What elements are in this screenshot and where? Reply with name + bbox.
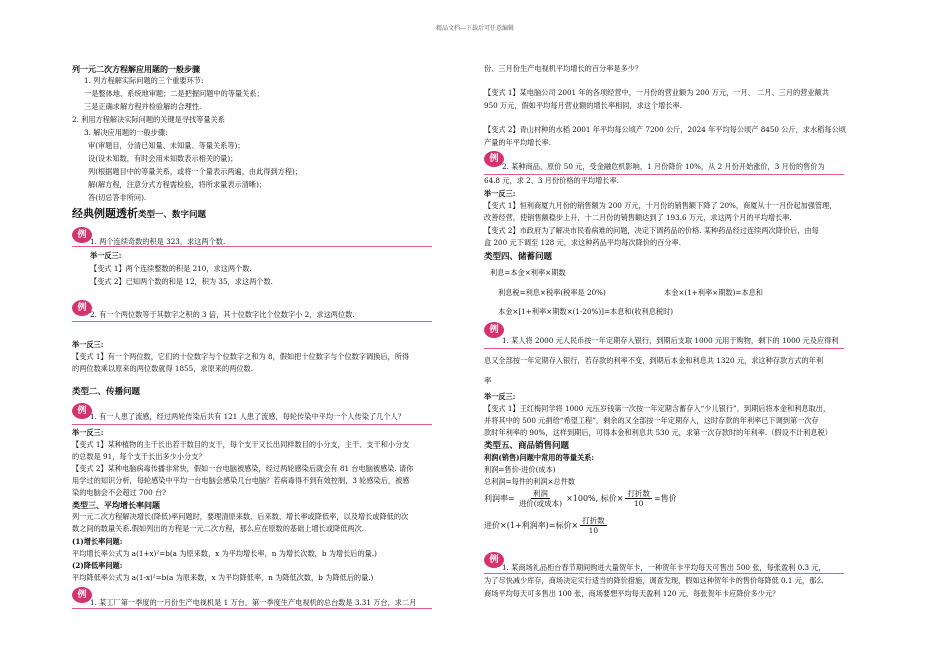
type-3-title: 类型三、平均增长率问题 bbox=[72, 500, 160, 510]
example-3-variant-1-b: 的总数是 91，每个支干长出多少小分支？ bbox=[72, 452, 206, 461]
type-5-title: 类型五、商品销售问题 bbox=[484, 441, 570, 451]
example-1-variant-1: 【变式 1】两个连续整数的积是 210，求这两个数. bbox=[90, 264, 252, 273]
increase-rate-title: (1)增长率问题: bbox=[72, 537, 123, 546]
step-3-e: 答(切忌答非所问). bbox=[88, 193, 147, 202]
variant-3-a: 【变式 1】恒利商厦九月份的销售额为 200 万元，十月份的销售额下降了 20%，商厦从十一月份起加强管理， bbox=[484, 201, 837, 210]
variant-3-b: 改善经营，使销售额稳步上升，十二月份的销售额达到了 193.6 万元，求这两个月的平均增长率. bbox=[484, 213, 792, 222]
fraction bbox=[625, 489, 652, 508]
example-1-variant-2: 【变式 2】已知两个数的和是 12，积为 35，求这两个数. bbox=[90, 277, 273, 286]
section-heading bbox=[72, 207, 206, 222]
badge-underline bbox=[72, 321, 432, 322]
step-1-a: 一是整体地、系统地审题；二是把握问题中的等量关系； bbox=[84, 89, 264, 98]
example-5-b: 64.8 元，求 2、3 月份价格的平均增长率. bbox=[484, 176, 619, 185]
variant-5-c: 款时年利率的 90%，这样到期后，可得本金和利息共 530 元，求第一次存款时的年利率.（假设不计利息税） bbox=[484, 428, 832, 437]
practice-label: 举一反三: bbox=[72, 340, 104, 349]
example-badge: 例 bbox=[484, 322, 504, 338]
sale-formula-2: 总利润=每件的利润×总件数 bbox=[484, 477, 576, 486]
formula-text: ×100%, 标价× bbox=[566, 494, 624, 503]
practice-label: 举一反三: bbox=[484, 392, 516, 401]
type-3-description-a: 列一元二次方程解决增长(降低)率问题时，要理清原来数、后来数、增长率或降低率，以及增长或降低的次 bbox=[72, 512, 409, 521]
formula-text: 进价×(1+利润率)=标价× bbox=[484, 521, 579, 530]
increase-rate-formula: 平均增长率公式为 a(1+x)²=b(a 为原来数，x 为平均增长率，n 为增长次数，b 为增长后的量.) bbox=[72, 549, 377, 558]
step-3-a: 审(审题目，分清已知量、未知量、等量关系等)； bbox=[88, 141, 245, 150]
fraction-numerator: 打折数 bbox=[582, 516, 605, 525]
sale-relations-title: 利润(销售)问题中常用的等量关系: bbox=[484, 453, 595, 462]
example-badge: 例 bbox=[72, 300, 92, 316]
badge-underline bbox=[484, 573, 844, 574]
interest-formula-4: 本金×[1+利率×期数×(1-20%)]=本息和(收利息税时) bbox=[498, 307, 674, 316]
interest-formula-3: 本金×(1+利率×期数)=本息和 bbox=[664, 288, 763, 297]
example-3-variant-2-c: 染的电脑会不会超过 700 台? bbox=[72, 488, 167, 497]
section-title: 经典例题透析 bbox=[72, 207, 138, 220]
type-2-title: 类型二、传播问题 bbox=[72, 387, 141, 397]
example-7-a: 1. 某商场礼品柜台春节期间购进大量贺年卡，一种贺年卡平均每天可售出 500 张，每张盈利 0.3 元， bbox=[502, 563, 826, 572]
variant-5-a: 【变式 1】王红梅同学将 1000 元压岁钱第一次按一年定期含蓄存入“少儿银行”，到期后将本金和利息取出， bbox=[484, 404, 831, 413]
badge-underline bbox=[72, 608, 432, 609]
step-3: 3. 解决应用题的一般步骤: bbox=[84, 128, 168, 137]
fraction bbox=[517, 489, 564, 508]
variant-2-a: 【变式 2】青山村种的水稻 2001 年平均每公顷产 7200 公斤，2024 年平均每公顷产 8450 公斤，求水稻每公顷 bbox=[484, 125, 846, 134]
example-7-b: 为了尽快减少库存，商场决定实行适当的降价措施，调查发现，假如这种贺年卡的售价每降低 0.1 元，那么 bbox=[484, 576, 824, 585]
fraction-numerator: 打折数 bbox=[627, 489, 650, 498]
step-3-d: 解(解方程，注意分式方程需检验，将所求量表示清晰)； bbox=[88, 180, 267, 189]
variant-5-b: 并将其中的 500 元捐给“希望工程”，剩余的又全部按一年定期存入，这时存款的年利率已下调到第一次存 bbox=[484, 416, 819, 425]
example-6-b: 息又全部按一年定期存入银行，若存款的利率不变，到期后本金和利息共 1320 元，求这种存款方式的年利 bbox=[484, 356, 824, 365]
example-5-a: 2. 某种商品，原价 50 元，受金融危机影响，1 月份降价 10%，从 2 月份开始涨价，3 月份的售价为 bbox=[502, 162, 825, 171]
practice-label: 举一反三: bbox=[90, 251, 122, 260]
price-formula bbox=[484, 516, 609, 535]
example-4-continued: 份、三月份生产电视机平均增长的百分率是多少？ bbox=[484, 64, 643, 73]
formula-text: =售价 bbox=[653, 494, 677, 503]
example-3-variant-2-b: 用学过的知识分析，每轮感染中平均一台电脑会感染几台电脑？若病毒得不到有效控制，3 轮感染后，被感 bbox=[72, 476, 410, 485]
profit-rate-formula bbox=[484, 489, 677, 508]
example-badge: 例 bbox=[72, 587, 92, 603]
step-2: 2. 利用方程解决实际问题的关键是寻找等量关系 bbox=[72, 115, 225, 124]
example-badge: 例 bbox=[72, 227, 92, 243]
type-4-title: 类型四、储蓄问题 bbox=[484, 252, 553, 262]
example-2-variant-1-a: 【变式 1】有一个两位数，它们的十位数字与个位数字之和为 8，假如把十位数字与个位数字调换后，所得 bbox=[72, 352, 410, 361]
example-badge: 例 bbox=[72, 403, 92, 419]
practice-label: 举一反三: bbox=[484, 189, 516, 198]
type-1-title: 类型一、数字问题 bbox=[138, 210, 207, 220]
example-2-variant-1-b: 的两位数乘以原来的两位数就得 1855，求原来的两位数. bbox=[72, 364, 253, 373]
variant-4-a: 【变式 2】市政府为了解决市民看病难的问题，决定下调药品的价格. 某种药品经过连续两次降价后，由每 bbox=[484, 226, 819, 235]
formula-text: 利润率= bbox=[484, 494, 515, 503]
example-3-variant-2-a: 【变式 2】某种电脑病毒传播非常快，假如一台电脑被感染，经过两轮感染后就会有 81 台电脑被感染. 请你 bbox=[72, 464, 414, 473]
sale-formula-1: 利润=售价-进价(成本) bbox=[484, 465, 556, 474]
step-1: 1. 列方程解实际问题的三个重要环节: bbox=[84, 76, 204, 85]
fraction-denominator: 进价(或成本) bbox=[518, 499, 563, 508]
type-3-description-b: 数之间的数量关系.假如列出的方程是一元二次方程，那么应在原数的基础上增长或降低两次. bbox=[72, 524, 365, 533]
decrease-rate-formula: 平均降低率公式为 a(1-x)²=b(a 为原来数，x 为平均降低率，n 为降低次数，b 为降低后的量.) bbox=[72, 573, 374, 582]
fraction bbox=[580, 516, 607, 535]
example-6-a: 1. 某人将 2000 元人民币按一年定期存入银行，到期后支取 1000 元用于购物，剩下的 1000 元及应得利 bbox=[502, 336, 839, 345]
example-3: 1. 有一人患了流感，经过两轮传染后共有 121 人患了流感，每轮传染中平均一个人传染了几个人？ bbox=[90, 412, 405, 421]
example-3-variant-1-a: 【变式 1】某种植物的主干长出若干数目的支干，每个支干又长出同样数目的小分支，主干、支干和小分支 bbox=[72, 440, 410, 449]
fraction-numerator: 利润 bbox=[532, 489, 548, 498]
interest-formula-1: 利息=本金×利率×期数 bbox=[490, 268, 566, 277]
badge-underline bbox=[484, 348, 844, 349]
page-header: 精品文档---下载后可任意编辑 bbox=[435, 25, 515, 32]
badge-underline bbox=[72, 424, 432, 425]
example-4: 1. 某工厂第一季度的一月份生产电视机是 1 万台，第一季度生产电视机的总台数是 3.31 万台，求二月 bbox=[90, 598, 417, 607]
variant-1-a: 【变式 1】某电脑公司 2001 年的各项经营中，一月份的营业额为 200 万元，一月、 二月、三月的营业额共 bbox=[484, 88, 829, 97]
fraction-denominator: 10 bbox=[633, 499, 644, 508]
practice-label: 举一反三: bbox=[72, 428, 104, 437]
example-badge: 例 bbox=[484, 151, 504, 167]
example-2: 2. 有一个两位数等于其数字之积的 3 倍，其十位数字比个位数字小 2，求这两位数. bbox=[90, 310, 355, 319]
variant-1-b: 950 万元，假如平均每月营业额的增长率相同，求这个增长率. bbox=[484, 101, 682, 110]
fraction-denominator: 10 bbox=[588, 526, 599, 535]
variant-4-b: 盒 200 元下调至 128 元，求这种药品平均每次降价的百分率. bbox=[484, 238, 681, 247]
steps-title: 列一元二次方程解应用题的一般步骤 bbox=[72, 64, 200, 74]
variant-2-b: 产量的年平均增长率. bbox=[484, 138, 551, 147]
example-7-c: 商场平均每天可多售出 100 张，商场要想平均每天盈利 120 元，每张贺年卡应降价多少元？ bbox=[484, 589, 780, 598]
example-6-c: 率 bbox=[484, 376, 492, 385]
example-badge: 例 bbox=[484, 552, 504, 568]
interest-formula-2: 利息税=利息×税率(税率是 20%) bbox=[498, 288, 606, 297]
step-1-b: 三是正确求解方程并检验解的合理性. bbox=[84, 102, 202, 111]
decrease-rate-title: (2)降低率问题: bbox=[72, 561, 123, 570]
step-3-b: 设(设未知数，有时会用未知数表示相关的量)； bbox=[88, 154, 238, 163]
step-3-c: 列(根据题目中的等量关系，或将一个量表示两遍，由此得到方程)； bbox=[88, 167, 303, 176]
example-1: 1. 两个连续奇数的积是 323，求这两个数. bbox=[90, 237, 226, 246]
badge-underline bbox=[484, 174, 844, 175]
